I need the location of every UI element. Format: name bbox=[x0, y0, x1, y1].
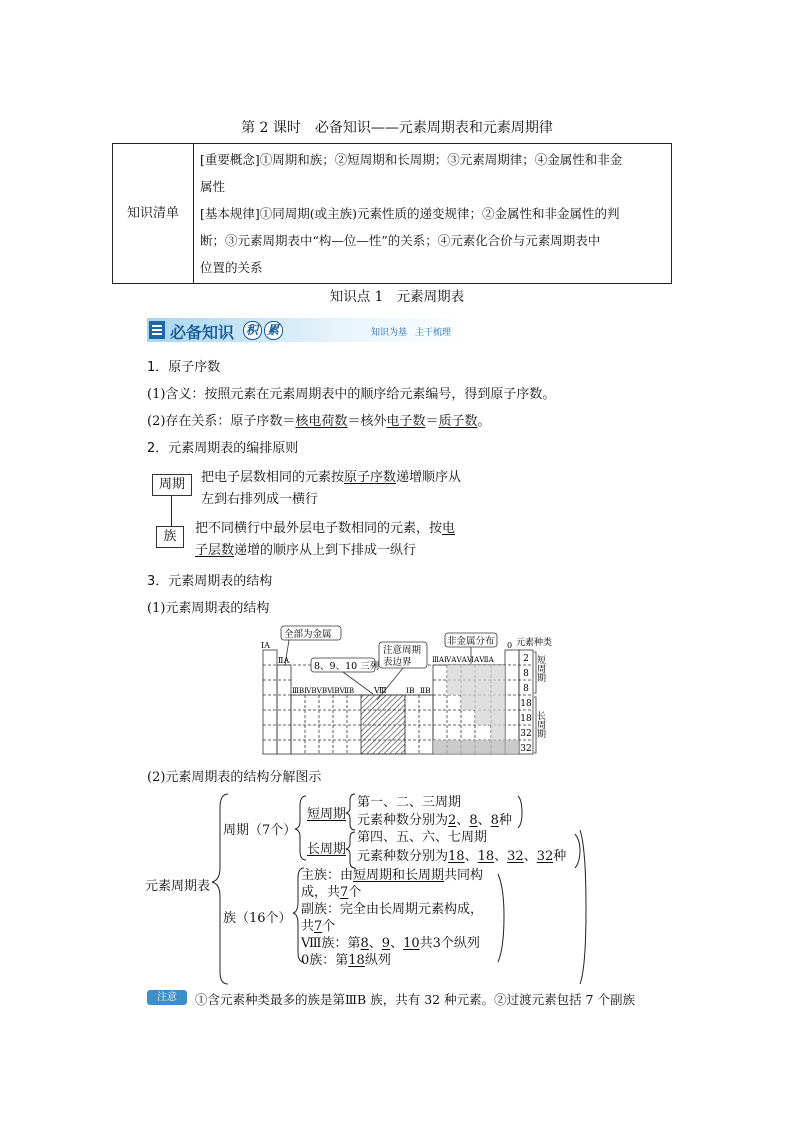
label-groupsA: ⅢAⅣAⅤAⅥAⅦA bbox=[432, 655, 494, 664]
kt-line: [基本规律]①同周期(或主族)元素性质的递变规律；②金属性和非金属性的判 bbox=[200, 206, 620, 221]
struct-sub-l2: 共7个 bbox=[301, 919, 336, 934]
count-label: 8 bbox=[523, 684, 529, 694]
label-0: 0 bbox=[507, 641, 513, 650]
period-box: 周期 bbox=[152, 474, 192, 496]
banner-tags: 知识为基 主干梳理 bbox=[371, 328, 452, 338]
label-8: Ⅷ bbox=[374, 686, 387, 695]
long-period-label: 长周期 bbox=[535, 711, 545, 738]
struct-main-l2: 成，共7个 bbox=[301, 885, 362, 900]
label-IB: ⅠB bbox=[406, 686, 415, 695]
callout-cols-text: 8、9、10 三列 bbox=[314, 661, 380, 672]
note-text: ①含元素种类最多的族是第ⅢB 族，共有 32 种元素。②过渡元素包括 7 个副族 bbox=[195, 992, 635, 1007]
label-species: 元素种类 bbox=[516, 638, 553, 648]
kt-line: 位置的关系 bbox=[200, 260, 263, 275]
kt-line: [重要概念]①周期和族；②短周期和长周期；③元素周期律；④金属性和非金 bbox=[200, 152, 623, 167]
struct-g8: Ⅷ族：第8、9、10共3个纵列 bbox=[301, 936, 480, 951]
knowledge-table-content bbox=[194, 144, 672, 284]
section-title: 知识点 1 元素周期表 bbox=[329, 289, 465, 305]
short-period-label: 短周期 bbox=[535, 655, 545, 682]
count-label: 8 bbox=[523, 669, 529, 679]
struct-root: 元素周期表 bbox=[145, 879, 211, 894]
banner-main: 必备知识 bbox=[170, 323, 235, 342]
count-label: 18 bbox=[520, 699, 532, 709]
count-label: 32 bbox=[520, 744, 532, 754]
period7-shade bbox=[433, 740, 519, 754]
knowledge-table bbox=[112, 143, 672, 284]
s1-line1: (1)含义：按照元素在元素周期表中的顺序给元素编号，得到原子序数。 bbox=[147, 387, 556, 402]
s2-group-line1: 把不同横行中最外层电子数相同的元素，按电 bbox=[195, 521, 456, 536]
struct-g0: 0族：第18纵列 bbox=[301, 953, 391, 968]
label-groupsB: ⅢBⅣBⅤBⅥBⅦB bbox=[292, 686, 355, 695]
notebook-icon bbox=[149, 321, 165, 339]
callout-border-text1: 注意周期 bbox=[383, 645, 422, 656]
count-label: 2 bbox=[523, 654, 529, 664]
label-2A: ⅡA bbox=[278, 656, 290, 665]
s3-sub1: (1)元素周期表的结构 bbox=[147, 601, 270, 616]
kt-line: 属性 bbox=[200, 179, 226, 194]
s1-line2: (2)存在关系：原子序数＝核电荷数＝核外电子数＝质子数。 bbox=[147, 414, 491, 429]
s2-heading: 2．元素周期表的编排原则 bbox=[147, 441, 299, 456]
struct-period: 周期（7个） bbox=[223, 823, 297, 838]
label-1A: ⅠA bbox=[261, 641, 270, 650]
knowledge-banner bbox=[147, 318, 469, 342]
periodic-table-diagram bbox=[255, 622, 565, 758]
group-box: 族 bbox=[156, 526, 184, 548]
count-label: 18 bbox=[520, 714, 532, 724]
struct-long: 长周期 bbox=[307, 842, 347, 857]
s1-heading: 1．原子序数 bbox=[147, 360, 221, 375]
kt-line: 断；③元素周期表中“构—位—性”的关系；④元素化合价与元素周期表中 bbox=[200, 233, 601, 248]
callout-metal-text: 全部为金属 bbox=[284, 629, 332, 640]
s2-period-line1: 把电子层数相同的元素按原子序数递增顺序从 bbox=[201, 470, 462, 485]
banner-accent: 积 累 bbox=[243, 321, 285, 340]
struct-short-l2: 元素种数分别为2、8、8种 bbox=[357, 813, 512, 828]
count-label: 32 bbox=[520, 729, 532, 739]
callout-border-text2: 表边界 bbox=[383, 657, 412, 668]
struct-main-l1: 主族：由短周期和长周期共同构 bbox=[301, 868, 484, 883]
struct-short: 短周期 bbox=[307, 807, 347, 822]
callout-nonmetal-text: 非金属分布 bbox=[447, 636, 495, 647]
s2-period-line2: 左到右排列成一横行 bbox=[201, 492, 319, 507]
nonmetal-region bbox=[447, 665, 505, 740]
label-IIB: ⅡB bbox=[420, 686, 431, 695]
lesson-title: 第 2 课时 必备知识——元素周期表和元素周期律 bbox=[241, 120, 553, 136]
struct-sub-l1: 副族：完全由长周期元素构成， bbox=[301, 902, 484, 917]
s2-group-line2: 子层数递增的顺序从上到下排成一纵行 bbox=[195, 543, 417, 558]
group8-hatched bbox=[361, 695, 405, 754]
struct-group: 族（16个） bbox=[223, 911, 292, 926]
struct-long-l2: 元素种数分别为18、18、32、32种 bbox=[357, 849, 567, 864]
s3-heading: 3．元素周期表的结构 bbox=[147, 574, 273, 589]
s3-sub2: (2)元素周期表的结构分解图示 bbox=[147, 770, 322, 785]
struct-short-l1: 第一、二、三周期 bbox=[357, 795, 462, 810]
knowledge-table-label: 知识清单 bbox=[113, 144, 194, 284]
struct-long-l1: 第四、五、六、七周期 bbox=[357, 830, 488, 845]
note-badge: 注意 bbox=[147, 990, 187, 1005]
